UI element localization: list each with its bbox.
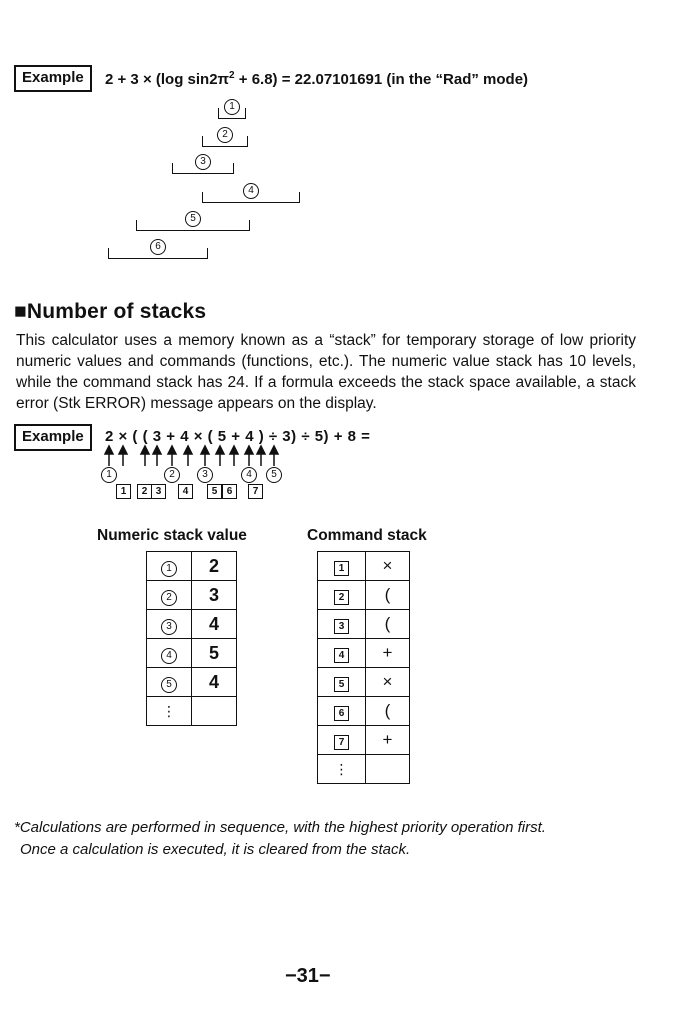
arrow-2 bbox=[105, 446, 113, 466]
command-index-marker: 3 bbox=[334, 619, 349, 634]
command-marker-1: 1 bbox=[116, 484, 131, 499]
numeric-row bbox=[147, 610, 237, 639]
command-row bbox=[318, 639, 410, 668]
command-index-marker: 2 bbox=[334, 590, 349, 605]
numeric-index-marker: 1 bbox=[161, 561, 177, 577]
command-index-marker: ⋮ bbox=[334, 761, 349, 777]
command-marker-4: 4 bbox=[178, 484, 193, 499]
numeric-index-marker: 2 bbox=[161, 590, 177, 606]
command-index-cell bbox=[318, 581, 366, 610]
arrow-paren3 bbox=[230, 446, 238, 466]
command-marker-6: 6 bbox=[222, 484, 237, 499]
command-value-cell: + bbox=[366, 639, 410, 668]
command-stack-title: Command stack bbox=[307, 527, 427, 544]
bracket-label-4: 4 bbox=[243, 183, 259, 199]
formula-exponent: 2 bbox=[229, 70, 235, 81]
example-formula-2: 2 × ( ( 3 + 4 × ( 5 + 4 ) ÷ 3) ÷ 5) + 8 = bbox=[105, 428, 371, 445]
numeric-value-cell: 4 bbox=[192, 668, 237, 697]
arrow-plus bbox=[184, 446, 192, 466]
arrow-times bbox=[119, 446, 127, 466]
command-row bbox=[318, 610, 410, 639]
section-paragraph: This calculator uses a memory known as a “stack” for temporary storage of low priority numeric values and commands (functions, etc.). The numeric value stack has 10 levels, while the command stack has 24. If a formula exceeds the stack space available, a stack error (Stk ERROR) message appears on the display. bbox=[16, 332, 636, 412]
command-row bbox=[318, 697, 410, 726]
numeric-index-cell bbox=[147, 668, 192, 697]
formula-part-1: 2 + 3 × (log sin2π bbox=[105, 71, 230, 88]
command-index-marker: 4 bbox=[334, 648, 349, 663]
command-index-cell bbox=[318, 668, 366, 697]
command-index-marker: 7 bbox=[334, 735, 349, 750]
command-marker-2: 2 bbox=[137, 484, 152, 499]
command-marker-7: 7 bbox=[248, 484, 263, 499]
command-value-cell: + bbox=[366, 726, 410, 755]
formula-part-2: + 6.8) = 22.07101691 (in the “Rad” mode) bbox=[234, 71, 529, 88]
page-number: −31− bbox=[285, 965, 331, 987]
numeric-marker-2: 2 bbox=[164, 467, 180, 483]
command-row bbox=[318, 552, 410, 581]
numeric-index-marker: 4 bbox=[161, 648, 177, 664]
command-value-cell: ( bbox=[366, 697, 410, 726]
command-index-marker: 1 bbox=[334, 561, 349, 576]
command-index-cell bbox=[318, 697, 366, 726]
numeric-value-cell: 3 bbox=[192, 581, 237, 610]
numeric-row bbox=[147, 552, 237, 581]
command-value-cell: × bbox=[366, 668, 410, 697]
command-row bbox=[318, 668, 410, 697]
command-index-cell bbox=[318, 726, 366, 755]
command-index-marker: 5 bbox=[334, 677, 349, 692]
command-row bbox=[318, 755, 410, 784]
numeric-marker-5: 5 bbox=[266, 467, 282, 483]
arrow-paren1 bbox=[141, 446, 149, 466]
bracket-label-3: 3 bbox=[195, 154, 211, 170]
arrow-5 bbox=[245, 446, 253, 466]
command-value-cell: ( bbox=[366, 581, 410, 610]
bracket-label-1: 1 bbox=[224, 99, 240, 115]
command-value-cell: × bbox=[366, 552, 410, 581]
heading-bullet: ■ bbox=[14, 300, 27, 323]
arrow-4b bbox=[270, 446, 278, 466]
numeric-row bbox=[147, 581, 237, 610]
numeric-marker-4: 4 bbox=[241, 467, 257, 483]
command-row bbox=[318, 726, 410, 755]
numeric-index-cell bbox=[147, 697, 192, 726]
arrow-paren2 bbox=[153, 446, 161, 466]
command-index-cell bbox=[318, 610, 366, 639]
numeric-row bbox=[147, 697, 237, 726]
command-index-cell bbox=[318, 552, 366, 581]
numeric-stack-table bbox=[146, 551, 237, 726]
command-index-cell bbox=[318, 755, 366, 784]
numeric-index-marker: ⋮ bbox=[162, 703, 176, 719]
command-marker-5: 5 bbox=[207, 484, 222, 499]
numeric-value-cell bbox=[192, 697, 237, 726]
arrow-4 bbox=[201, 446, 209, 466]
numeric-stack-title: Numeric stack value bbox=[97, 527, 247, 544]
numeric-index-cell bbox=[147, 639, 192, 668]
arrow-plus2 bbox=[257, 446, 265, 466]
example-label-2: Example bbox=[14, 424, 92, 451]
example-label-1: Example bbox=[14, 65, 92, 92]
command-index-cell bbox=[318, 639, 366, 668]
command-marker-3: 3 bbox=[151, 484, 166, 499]
numeric-index-marker: 5 bbox=[161, 677, 177, 693]
numeric-value-cell: 5 bbox=[192, 639, 237, 668]
arrows-svg bbox=[0, 0, 682, 500]
heading-title: Number of stacks bbox=[26, 300, 207, 323]
footnote-line-2: Once a calculation is executed, it is cleared from the stack. bbox=[20, 841, 411, 858]
command-value-cell bbox=[366, 755, 410, 784]
numeric-index-marker: 3 bbox=[161, 619, 177, 635]
command-stack-table bbox=[317, 551, 410, 784]
command-value-cell: ( bbox=[366, 610, 410, 639]
bracket-label-2: 2 bbox=[217, 127, 233, 143]
numeric-index-cell bbox=[147, 552, 192, 581]
numeric-value-cell: 4 bbox=[192, 610, 237, 639]
command-index-marker: 6 bbox=[334, 706, 349, 721]
arrow-3 bbox=[168, 446, 176, 466]
numeric-value-cell: 2 bbox=[192, 552, 237, 581]
numeric-index-cell bbox=[147, 581, 192, 610]
numeric-row bbox=[147, 639, 237, 668]
bracket-label-5: 5 bbox=[185, 211, 201, 227]
numeric-index-cell bbox=[147, 610, 192, 639]
footnote-line-1: *Calculations are performed in sequence, with the highest priority operation first. bbox=[14, 819, 546, 836]
numeric-row bbox=[147, 668, 237, 697]
bracket-label-6: 6 bbox=[150, 239, 166, 255]
command-row bbox=[318, 581, 410, 610]
arrow-times2 bbox=[216, 446, 224, 466]
arrow-layer bbox=[0, 0, 682, 500]
numeric-marker-1: 1 bbox=[101, 467, 117, 483]
numeric-marker-3: 3 bbox=[197, 467, 213, 483]
